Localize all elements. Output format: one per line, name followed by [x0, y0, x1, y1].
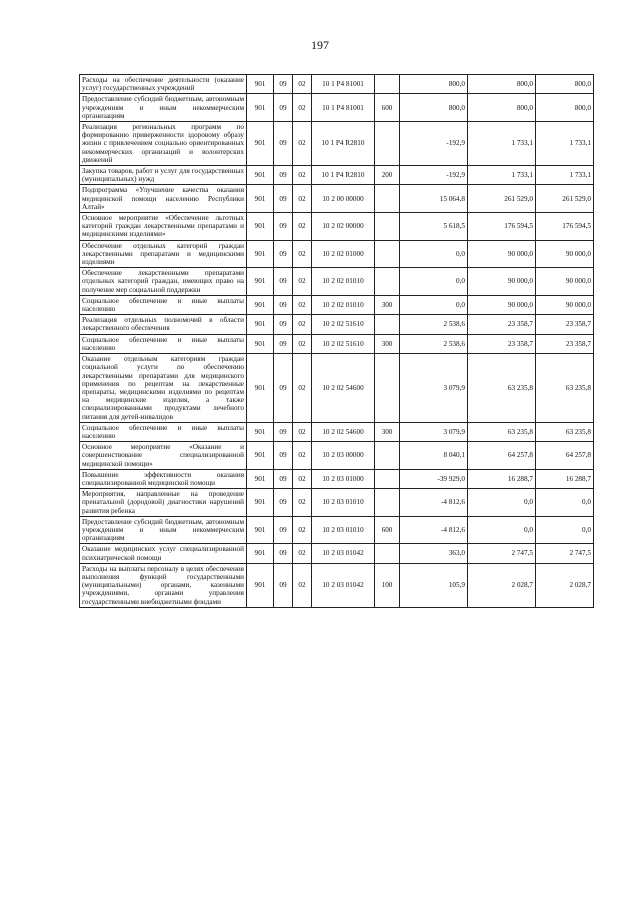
table-row [80, 469, 594, 488]
cell-name: Подпрограмма «Улучшение качества оказания медицинской помощи населению Республики Алтай» [80, 185, 247, 213]
cell-name: Социальное обеспечение и иные выплаты населению [80, 422, 247, 441]
cell-amount-2: 16 288,7 [468, 469, 536, 488]
cell-name: Оказание отдельным категориям граждан социальной услуги по обеспечению лекарственными препаратами для медицинского применения по рецептам на лекарственные препараты, медицинскими изделиями по рецептам на медицинские изделия, а также специализированными продуктами лечебного питания для детей-инвалидов [80, 354, 247, 423]
cell-target-article: 10 2 03 00000 [312, 442, 375, 470]
cell-grbs: 901 [247, 268, 274, 296]
cell-subsection: 02 [293, 185, 312, 213]
cell-subsection: 02 [293, 166, 312, 185]
cell-amount-1: 8 040,1 [400, 442, 468, 470]
cell-amount-1: 3 079,9 [400, 422, 468, 441]
cell-amount-2: 2 028,7 [468, 563, 536, 607]
cell-expense-type [375, 122, 400, 166]
table-row [80, 442, 594, 470]
cell-target-article: 10 2 02 51610 [312, 315, 375, 334]
cell-section: 09 [274, 469, 293, 488]
cell-expense-type: 600 [375, 94, 400, 122]
cell-amount-1: -192,9 [400, 166, 468, 185]
cell-section: 09 [274, 442, 293, 470]
cell-amount-2: 261 529,0 [468, 185, 536, 213]
cell-target-article: 10 2 00 00000 [312, 185, 375, 213]
cell-amount-1: 0,0 [400, 295, 468, 314]
cell-expense-type: 200 [375, 166, 400, 185]
cell-expense-type [375, 442, 400, 470]
cell-amount-2: 176 594,5 [468, 213, 536, 241]
cell-target-article: 10 2 02 00000 [312, 213, 375, 241]
cell-name: Мероприятия, направленные на проведение пренатальной (дородовой) диагностики нарушений развития ребенка [80, 489, 247, 517]
cell-grbs: 901 [247, 334, 274, 353]
cell-grbs: 901 [247, 94, 274, 122]
cell-section: 09 [274, 544, 293, 563]
cell-name: Обеспечение лекарственными препаратами отдельных категорий граждан, имеющих право на получение мер социальной поддержки [80, 268, 247, 296]
cell-grbs: 901 [247, 122, 274, 166]
cell-amount-1: 0,0 [400, 268, 468, 296]
cell-section: 09 [274, 422, 293, 441]
cell-section: 09 [274, 354, 293, 423]
cell-name: Закупка товаров, работ и услуг для государственных (муниципальных) нужд [80, 166, 247, 185]
cell-amount-3: 2 747,5 [536, 544, 594, 563]
cell-subsection: 02 [293, 563, 312, 607]
cell-amount-2: 90 000,0 [468, 240, 536, 268]
cell-amount-1: 2 538,6 [400, 315, 468, 334]
cell-subsection: 02 [293, 334, 312, 353]
cell-grbs: 901 [247, 315, 274, 334]
cell-name: Предоставление субсидий бюджетным, автономным учреждениям и иным некоммерческим организациям [80, 516, 247, 544]
cell-subsection: 02 [293, 240, 312, 268]
cell-amount-2: 90 000,0 [468, 295, 536, 314]
table-row [80, 516, 594, 544]
cell-name: Предоставление субсидий бюджетным, автономным учреждениям и иным некоммерческим организациям [80, 94, 247, 122]
cell-section: 09 [274, 213, 293, 241]
cell-amount-2: 800,0 [468, 75, 536, 94]
cell-section: 09 [274, 516, 293, 544]
cell-target-article: 10 1 P4 R2810 [312, 122, 375, 166]
cell-subsection: 02 [293, 94, 312, 122]
page-number: 197 [311, 38, 329, 52]
cell-expense-type [375, 75, 400, 94]
cell-subsection: 02 [293, 442, 312, 470]
cell-subsection: 02 [293, 213, 312, 241]
table-body [80, 75, 594, 608]
table-row [80, 166, 594, 185]
table-row [80, 240, 594, 268]
cell-amount-3: 90 000,0 [536, 268, 594, 296]
cell-expense-type [375, 544, 400, 563]
table-row [80, 268, 594, 296]
cell-subsection: 02 [293, 489, 312, 517]
cell-grbs: 901 [247, 75, 274, 94]
budget-table [79, 74, 594, 608]
cell-grbs: 901 [247, 185, 274, 213]
cell-amount-3: 63 235,8 [536, 354, 594, 423]
cell-expense-type: 300 [375, 334, 400, 353]
cell-amount-2: 2 747,5 [468, 544, 536, 563]
cell-name: Социальное обеспечение и иные выплаты населению [80, 295, 247, 314]
cell-name: Расходы на обеспечение деятельности (оказание услуг) государственных учреждений [80, 75, 247, 94]
table-row [80, 334, 594, 353]
cell-amount-3: 800,0 [536, 94, 594, 122]
table-row [80, 213, 594, 241]
cell-grbs: 901 [247, 544, 274, 563]
cell-amount-3: 23 358,7 [536, 315, 594, 334]
cell-grbs: 901 [247, 442, 274, 470]
cell-name: Реализация отдельных полномочий в области лекарственного обеспечения [80, 315, 247, 334]
cell-target-article: 10 2 02 54600 [312, 354, 375, 423]
cell-amount-1: 363,0 [400, 544, 468, 563]
cell-expense-type [375, 469, 400, 488]
cell-target-article: 10 2 02 54600 [312, 422, 375, 441]
cell-grbs: 901 [247, 422, 274, 441]
cell-subsection: 02 [293, 469, 312, 488]
cell-amount-3: 63 235,8 [536, 422, 594, 441]
cell-subsection: 02 [293, 75, 312, 94]
cell-amount-3: 800,0 [536, 75, 594, 94]
cell-amount-1: -4 812,6 [400, 489, 468, 517]
cell-amount-2: 23 358,7 [468, 315, 536, 334]
cell-amount-1: -39 929,0 [400, 469, 468, 488]
cell-section: 09 [274, 185, 293, 213]
cell-amount-3: 2 028,7 [536, 563, 594, 607]
cell-grbs: 901 [247, 295, 274, 314]
cell-amount-1: 5 618,5 [400, 213, 468, 241]
table-row [80, 422, 594, 441]
cell-expense-type [375, 240, 400, 268]
cell-subsection: 02 [293, 268, 312, 296]
cell-amount-2: 63 235,8 [468, 354, 536, 423]
cell-target-article: 10 2 03 01010 [312, 489, 375, 517]
cell-name: Основное мероприятие «Обеспечение льготных категорий граждан лекарственными препаратами и медицинскими изделиями» [80, 213, 247, 241]
cell-name: Реализация региональных программ по формированию приверженности здоровому образу жизни с привлечением социально ориентированных некоммерческих организаций и волонтерских движений [80, 122, 247, 166]
cell-amount-1: 800,0 [400, 75, 468, 94]
cell-target-article: 10 2 02 51610 [312, 334, 375, 353]
cell-amount-2: 1 733,1 [468, 166, 536, 185]
cell-amount-1: 105,9 [400, 563, 468, 607]
cell-amount-3: 23 358,7 [536, 334, 594, 353]
cell-amount-3: 64 257,8 [536, 442, 594, 470]
table-row [80, 489, 594, 517]
table-row [80, 122, 594, 166]
table-row [80, 354, 594, 423]
cell-expense-type [375, 185, 400, 213]
cell-amount-1: 3 079,9 [400, 354, 468, 423]
cell-amount-1: -192,9 [400, 122, 468, 166]
cell-amount-2: 800,0 [468, 94, 536, 122]
cell-target-article: 10 2 03 01042 [312, 544, 375, 563]
cell-amount-1: 0,0 [400, 240, 468, 268]
cell-section: 09 [274, 563, 293, 607]
cell-target-article: 10 1 P4 R2810 [312, 166, 375, 185]
cell-subsection: 02 [293, 544, 312, 563]
table-row [80, 94, 594, 122]
cell-section: 09 [274, 315, 293, 334]
cell-expense-type [375, 268, 400, 296]
cell-target-article: 10 2 02 01000 [312, 240, 375, 268]
cell-amount-3: 176 594,5 [536, 213, 594, 241]
table-row [80, 75, 594, 94]
cell-amount-2: 1 733,1 [468, 122, 536, 166]
cell-target-article: 10 2 03 01000 [312, 469, 375, 488]
cell-section: 09 [274, 122, 293, 166]
table-row [80, 295, 594, 314]
cell-amount-3: 90 000,0 [536, 240, 594, 268]
cell-amount-2: 90 000,0 [468, 268, 536, 296]
table-row [80, 544, 594, 563]
cell-target-article: 10 2 03 01042 [312, 563, 375, 607]
cell-section: 09 [274, 295, 293, 314]
cell-expense-type: 300 [375, 422, 400, 441]
cell-amount-3: 261 529,0 [536, 185, 594, 213]
cell-grbs: 901 [247, 489, 274, 517]
cell-amount-3: 0,0 [536, 489, 594, 517]
cell-expense-type [375, 315, 400, 334]
cell-section: 09 [274, 489, 293, 517]
cell-name: Расходы на выплаты персоналу в целях обеспечения выполнения функций государственными (муниципальными) органами, казенными учреждениями, органами управления государственными внебюджетными фондами [80, 563, 247, 607]
cell-expense-type [375, 354, 400, 423]
cell-section: 09 [274, 166, 293, 185]
cell-expense-type [375, 213, 400, 241]
cell-section: 09 [274, 334, 293, 353]
cell-amount-2: 0,0 [468, 516, 536, 544]
cell-expense-type: 100 [375, 563, 400, 607]
cell-amount-2: 63 235,8 [468, 422, 536, 441]
cell-target-article: 10 1 P4 81001 [312, 75, 375, 94]
cell-subsection: 02 [293, 516, 312, 544]
table-row [80, 563, 594, 607]
cell-subsection: 02 [293, 354, 312, 423]
cell-amount-1: -4 812,6 [400, 516, 468, 544]
cell-amount-2: 64 257,8 [468, 442, 536, 470]
table-row [80, 315, 594, 334]
cell-name: Социальное обеспечение и иные выплаты населению [80, 334, 247, 353]
cell-amount-3: 1 733,1 [536, 122, 594, 166]
cell-grbs: 901 [247, 213, 274, 241]
cell-amount-3: 1 733,1 [536, 166, 594, 185]
table-row [80, 185, 594, 213]
cell-grbs: 901 [247, 240, 274, 268]
cell-target-article: 10 2 02 01010 [312, 268, 375, 296]
cell-section: 09 [274, 75, 293, 94]
cell-grbs: 901 [247, 516, 274, 544]
cell-target-article: 10 1 P4 81001 [312, 94, 375, 122]
cell-amount-1: 2 538,6 [400, 334, 468, 353]
cell-grbs: 901 [247, 354, 274, 423]
cell-target-article: 10 2 03 01010 [312, 516, 375, 544]
cell-section: 09 [274, 94, 293, 122]
cell-amount-3: 0,0 [536, 516, 594, 544]
cell-amount-1: 800,0 [400, 94, 468, 122]
cell-expense-type: 600 [375, 516, 400, 544]
cell-name: Повышение эффективности оказания специализированной медицинской помощи [80, 469, 247, 488]
cell-grbs: 901 [247, 563, 274, 607]
cell-amount-2: 0,0 [468, 489, 536, 517]
cell-subsection: 02 [293, 315, 312, 334]
cell-amount-1: 15 064,8 [400, 185, 468, 213]
cell-grbs: 901 [247, 166, 274, 185]
cell-amount-2: 23 358,7 [468, 334, 536, 353]
cell-amount-3: 90 000,0 [536, 295, 594, 314]
cell-grbs: 901 [247, 469, 274, 488]
cell-subsection: 02 [293, 422, 312, 441]
cell-expense-type: 300 [375, 295, 400, 314]
cell-name: Обеспечение отдельных категорий граждан лекарственными препаратами и медицинскими изделиями [80, 240, 247, 268]
cell-target-article: 10 2 02 01010 [312, 295, 375, 314]
cell-expense-type [375, 489, 400, 517]
cell-name: Основное мероприятие «Оказание и совершенствование специализированной медицинской помощи» [80, 442, 247, 470]
cell-name: Оказание медицинских услуг специализированной психиатрической помощи [80, 544, 247, 563]
cell-subsection: 02 [293, 295, 312, 314]
cell-section: 09 [274, 268, 293, 296]
cell-section: 09 [274, 240, 293, 268]
cell-subsection: 02 [293, 122, 312, 166]
cell-amount-3: 16 288,7 [536, 469, 594, 488]
